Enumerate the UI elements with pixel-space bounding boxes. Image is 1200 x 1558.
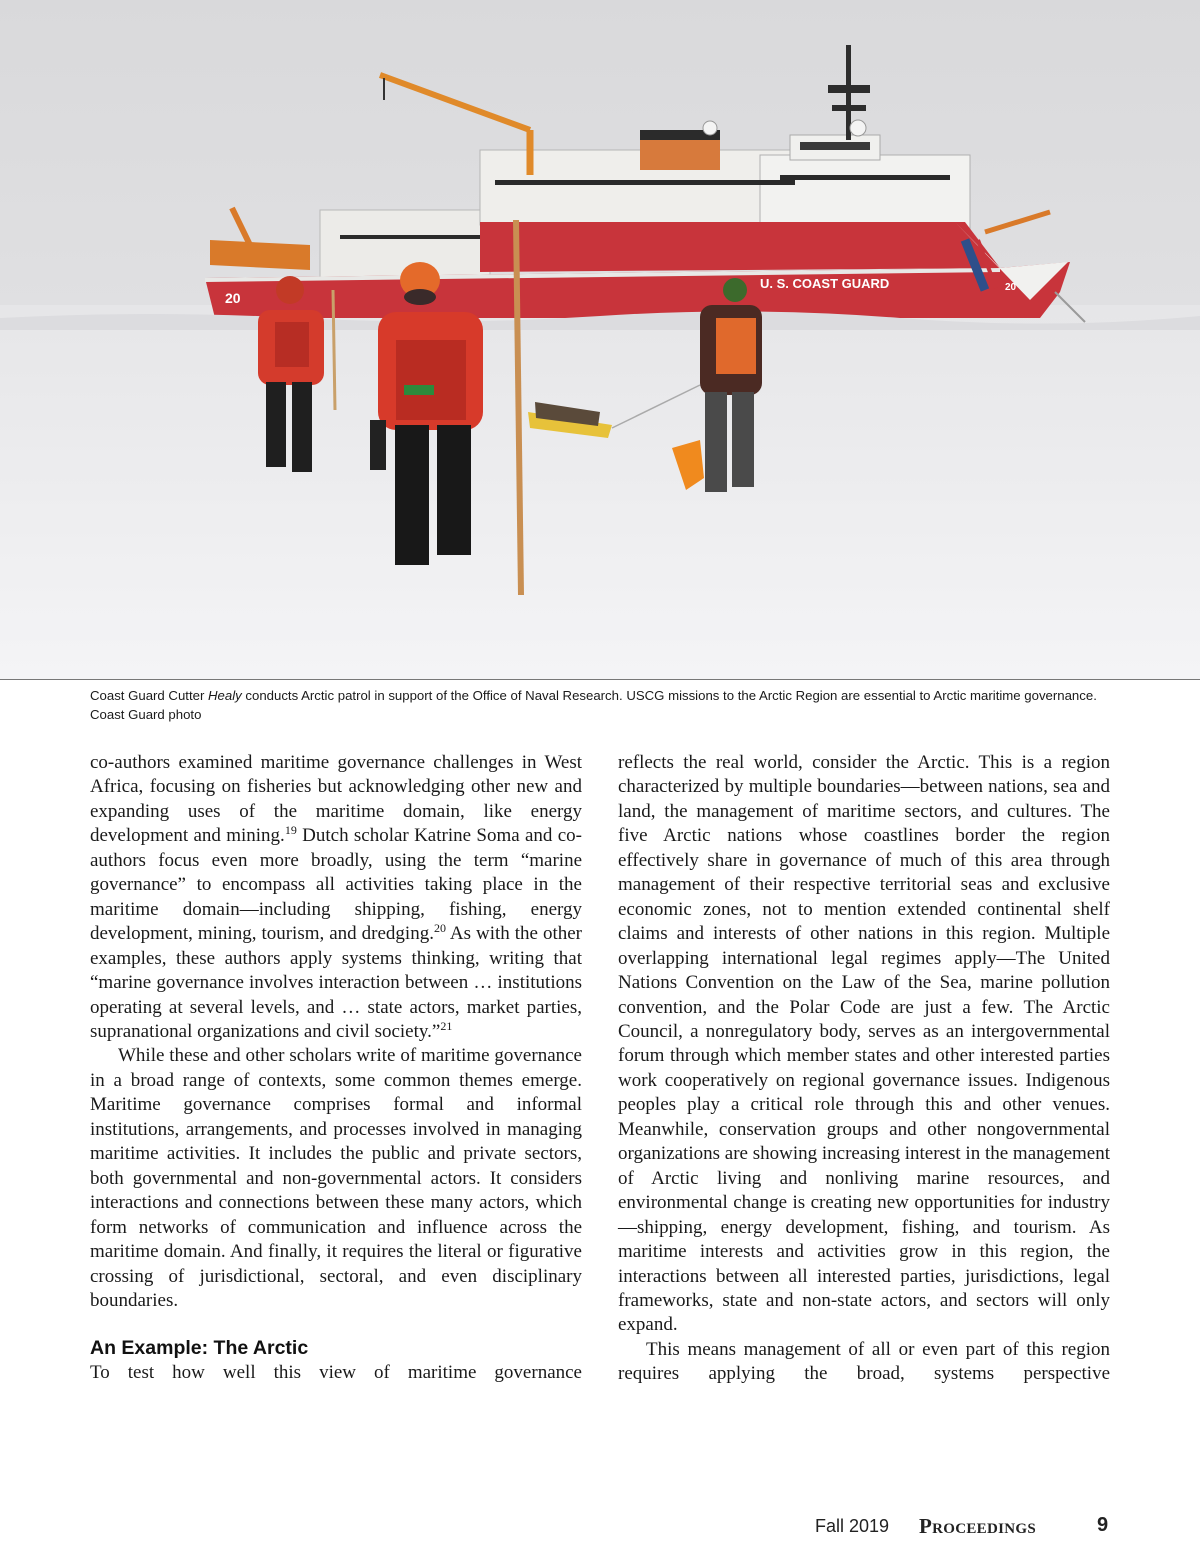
footnote-ref: 19 (284, 823, 297, 838)
caption-text-end: conducts Arctic patrol in support of the Office of Naval Research. USCG missions to the Arctic Region are essential to Arctic maritime governance. Coast Guard photo (90, 688, 1097, 722)
hull-lettering: U. S. COAST GUARD (760, 276, 890, 291)
left-column (90, 751, 582, 1386)
paragraph: reflects the real world, consider the Arctic. This is a region characterized by multiple boundaries—between nations, sea and land, the management of maritime sectors, and cultures. The five Arctic nations whose coastlines border the region effectively share in governance of much of this area through management of their respective territorial seas and exclusive economic zones, not to mention extended continental shelf claims and interests of other nations in this region. Multiple overlapping international legal regimes apply—The United Nations Convention on the Law of the Sea, marine pollution convention, and the Polar Code are just a few. The Arctic Council, a nonregulatory body, serves as an intergovernmental forum through which member states and other interested parties work cooperatively on regional governance issues. Indigenous peoples play a critical role through this and other venues. Meanwhile, conservation groups and other nongovernmental organizations are showing increasing interest in the management of Arctic living and nonliving marine resources, and environmental change is creating new opportunities for industry—shipping, energy development, fishing, and tourism. As maritime interests and activities grow in this region, the interactions between all interested parties, jurisdictions, legal frameworks, state and non-state actors, and sectors will only expand. (618, 752, 1110, 1336)
paragraph: To test how well this view of maritime governance (90, 1362, 582, 1384)
paragraph: This means management of all or even part of this region requires applying the broad, systems perspective (618, 1338, 1110, 1385)
paragraph: While these and other scholars write of maritime governance in a broad range of contexts, some common themes emerge. Maritime governance comprises formal and informal institutions, arrangements, and processes involved in managing maritime activities. It includes the public and private sectors, both governmental and non-governmental actors. It considers interactions and connections between these many actors, which form networks of communication and influence across the maritime domain. And finally, it requires the literal or figurative crossing of jurisdictional, sectoral, and even disciplinary boundaries. (90, 1045, 582, 1311)
stern-number: 20 (1005, 282, 1017, 293)
paragraph-text: As with the other examples, these authors apply systems thinking, writing that “marine governance involves interaction between … institutions operating at several levels, and … state actors, market parties, supranational organizations and civil society.” (90, 923, 582, 1042)
right-column (618, 751, 1110, 1387)
page-number: 9 (1097, 1514, 1109, 1536)
paragraph-text: Dutch scholar Katrine Soma and co-authors focus even more broadly, using the term “marine governance” to encompass all activities taking place in the maritime domain—including shipping, fishing, energy development, mining, tourism, and dredging. (90, 825, 583, 945)
arctic-patrol-photo (0, 0, 1200, 680)
magazine-title: Proceedings (919, 1514, 1036, 1538)
page-footer (0, 1514, 1200, 1544)
issue-date: Fall 2019 (815, 1516, 890, 1536)
footnote-ref: 21 (440, 1018, 453, 1033)
caption-text-start: Coast Guard Cutter (90, 688, 209, 703)
caption-ship-name: Healy (208, 688, 242, 703)
paragraph-text: co-authors examined maritime governance challenges in West Africa, focusing on fisheries but acknowledging other new and expanding uses of the maritime domain, like energy development and mining. (90, 752, 582, 847)
footnote-ref: 20 (433, 921, 446, 936)
photo-caption (90, 686, 1115, 724)
section-heading: An Example: The Arctic (90, 1337, 309, 1360)
paragraph (90, 751, 582, 1044)
bow-number: 20 (225, 290, 241, 306)
